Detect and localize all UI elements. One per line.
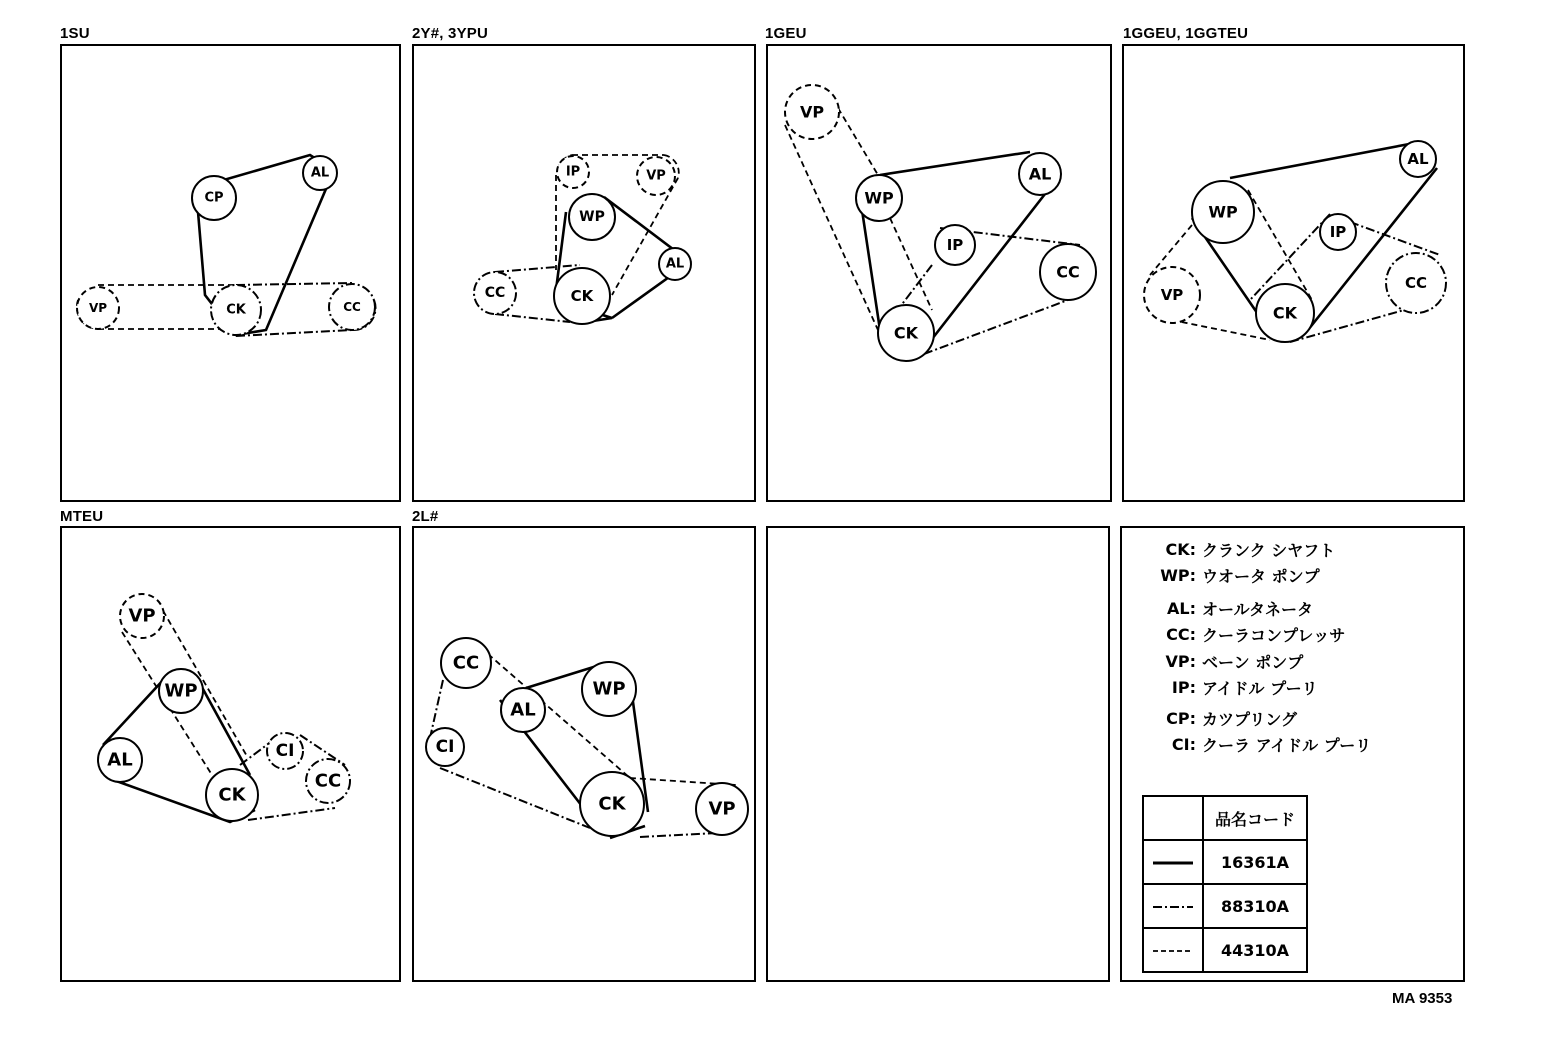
legend-row: [1150, 622, 1450, 649]
label-ci: CI: [435, 737, 455, 757]
label-wp: WP: [579, 209, 605, 225]
table-code: 44310A: [1203, 928, 1307, 972]
label-al: AL: [510, 699, 536, 721]
diagram-1geu: [785, 85, 1096, 361]
legend: [1150, 536, 1450, 758]
part-code-table: [1142, 795, 1308, 973]
legend-name: クランク シヤフト: [1202, 540, 1336, 560]
panel-title-1geu: 1GEU: [765, 25, 807, 42]
label-vp: VP: [646, 168, 666, 184]
label-al: AL: [1407, 150, 1429, 168]
label-cc: CC: [1056, 262, 1080, 282]
label-ck: CK: [226, 302, 246, 318]
label-wp: WP: [592, 678, 626, 700]
legend-abbr: CC:: [1166, 625, 1196, 645]
label-vp: VP: [88, 301, 108, 315]
label-al: AL: [310, 165, 330, 181]
diagram-mteu: [98, 594, 350, 822]
label-cc: CC: [343, 300, 361, 314]
panel-title-2y-3ypu: 2Y#, 3YPU: [412, 25, 489, 42]
legend-row: [1150, 675, 1450, 702]
label-ck: CK: [570, 287, 594, 305]
label-al: AL: [107, 749, 133, 771]
label-ck: CK: [893, 323, 919, 343]
legend-row: [1150, 705, 1450, 732]
legend-name: クーラコンプレッサ: [1202, 626, 1346, 646]
label-wp: WP: [1208, 202, 1238, 222]
panel-title-mteu: MTEU: [60, 508, 104, 525]
belt-dashed: [785, 108, 932, 330]
label-ip: IP: [565, 164, 581, 180]
label-vp: VP: [799, 102, 825, 122]
label-ip: IP: [946, 236, 964, 254]
legend-name: カツプリング: [1202, 709, 1298, 729]
label-cc: CC: [484, 285, 506, 301]
figure-number: MA 9353: [1392, 990, 1453, 1007]
diagram-1ggeu: [1144, 141, 1446, 342]
legend-abbr: CK:: [1165, 539, 1196, 559]
table-code: 16361A: [1203, 840, 1307, 884]
legend-abbr: CP:: [1166, 708, 1196, 728]
legend-row: [1150, 648, 1450, 675]
legend-abbr: WP:: [1160, 566, 1196, 586]
label-ip: IP: [1329, 223, 1347, 241]
diagram-2l: [426, 638, 748, 838]
legend-name: アイドル プーリ: [1202, 679, 1318, 699]
line-swatch-solid: [1143, 840, 1203, 884]
label-ck: CK: [218, 784, 246, 806]
label-ci: CI: [275, 741, 295, 761]
legend-abbr: AL:: [1167, 598, 1196, 618]
legend-row: [1150, 732, 1450, 759]
label-wp: WP: [864, 188, 894, 208]
label-cp: CP: [204, 190, 224, 206]
label-cc: CC: [314, 770, 342, 792]
table-code: 88310A: [1203, 884, 1307, 928]
legend-abbr: IP:: [1171, 678, 1196, 698]
label-cc: CC: [1404, 274, 1428, 292]
table-header-blank: [1143, 796, 1203, 840]
panel-title-1ggeu: 1GGEU, 1GGTEU: [1123, 25, 1249, 42]
legend-row: [1150, 595, 1450, 622]
panel-title-2l: 2L#: [412, 508, 439, 525]
panel-title-1su: 1SU: [60, 25, 90, 42]
legend-abbr: VP:: [1165, 651, 1196, 671]
diagram-1su: [77, 155, 376, 336]
label-ck: CK: [598, 793, 626, 815]
line-swatch-dashed: [1143, 928, 1203, 972]
legend-name: ベーン ポンプ: [1202, 652, 1304, 672]
label-vp: VP: [1160, 286, 1184, 304]
legend-row: [1150, 563, 1450, 590]
diagram-2y-3ypu: [474, 155, 691, 324]
legend-name: クーラ アイドル プーリ: [1202, 736, 1372, 756]
label-vp: VP: [708, 798, 736, 820]
label-ck: CK: [1272, 303, 1298, 323]
table-header: 品名コード: [1203, 796, 1307, 840]
label-al: AL: [1028, 164, 1052, 184]
label-cc: CC: [452, 652, 480, 674]
legend-name: ウオータ ポンプ: [1202, 567, 1320, 587]
line-swatch-dashdot: [1143, 884, 1203, 928]
label-al: AL: [665, 256, 685, 272]
legend-abbr: CI:: [1171, 735, 1196, 755]
legend-name: オールタネータ: [1202, 599, 1314, 619]
legend-row: [1150, 536, 1450, 563]
label-wp: WP: [164, 680, 198, 702]
label-vp: VP: [128, 605, 156, 627]
